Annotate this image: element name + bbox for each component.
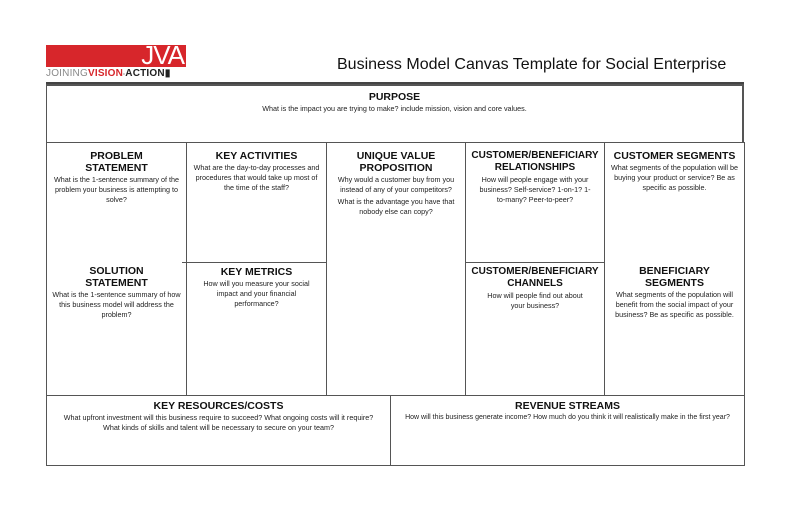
logo-mark: JVA [141, 40, 184, 70]
customer-channels-box[interactable] [465, 262, 605, 396]
key-metrics-box[interactable] [186, 262, 327, 396]
customer-segments-prompt: What segments of the population will be buying your product or service? Be as specific as possible. [610, 163, 739, 192]
key-resources-costs-box[interactable] [46, 395, 391, 466]
key-metrics-heading: KEY METRICS [220, 266, 293, 278]
beneficiary-segments-section [609, 265, 740, 320]
logo-tagline-into: · [123, 72, 126, 78]
key-resources-costs-heading: KEY RESOURCES/COSTS [153, 400, 284, 412]
key-metrics-prompt: How will you measure your social impact and your financial performance? [203, 279, 310, 308]
customer-relationships-box[interactable] [465, 142, 605, 263]
key-activities-box[interactable] [186, 142, 327, 263]
uvp-prompt-2: What is the advantage you have that nobody else can copy? [337, 197, 455, 216]
beneficiary-segments-heading: BENEFICIARY SEGMENTS [639, 265, 710, 289]
revenue-streams-box[interactable] [390, 395, 745, 466]
problem-statement-heading: PROBLEM STATEMENT [85, 150, 148, 174]
customer-relationships-heading: CUSTOMER/BENEFICIARY RELATIONSHIPS [471, 150, 599, 173]
uvp-prompt-1: Why would a customer buy from you instead of any of your competitors? [337, 175, 455, 194]
logo-red-bar [46, 40, 186, 70]
solution-statement-prompt: What is the 1-sentence summary of how this business model will address the problem? [52, 290, 181, 319]
document-title: Business Model Canvas Template for Social Enterprise [337, 56, 727, 73]
logo-tagline-action: ACTION [125, 68, 165, 79]
customer-segments-heading: CUSTOMER SEGMENTS [613, 150, 736, 162]
logo-tagline-joining: JOINING [46, 68, 88, 79]
problem-statement-prompt: What is the 1-sentence summary of the problem your business is attempting to solve? [53, 175, 180, 204]
purpose-prompt: What is the impact you are trying to make? include mission, vision and core values. [262, 104, 527, 113]
customer-relationships-prompt: How will people engage with your business? Self-service? 1-on-1? 1-to-many? Peer-to-peer? [479, 175, 591, 204]
segments-box[interactable] [604, 142, 745, 396]
divider-tick-left [182, 262, 187, 263]
solution-statement-heading: SOLUTION STATEMENT [85, 265, 148, 289]
revenue-streams-prompt: How will this business generate income? How much do you think it will realistically make in the first year? [405, 414, 730, 421]
beneficiary-segments-prompt: What segments of the population will benefit from the social impact of your business? Be as specific as possible. [615, 290, 734, 319]
logo-tagline-mark: ▮ [164, 68, 171, 79]
unique-value-proposition-box[interactable] [326, 142, 466, 396]
uvp-heading: UNIQUE VALUE PROPOSITION [356, 150, 436, 174]
solution-statement-section [51, 265, 182, 320]
jva-logo [46, 40, 186, 81]
revenue-streams-heading: REVENUE STREAMS [514, 400, 620, 412]
key-activities-prompt: What are the day-to-day processes and procedures that would take up most of the time of the staff? [193, 163, 320, 192]
purpose-box[interactable] [46, 84, 744, 143]
logo-tagline-vision: VISION [87, 68, 124, 79]
key-resources-costs-prompt: What upfront investment will this business require to succeed? What ongoing costs will it require? What kinds of skills and talent will be necessary to secure on your team? [63, 413, 374, 432]
purpose-heading: PURPOSE [368, 91, 421, 103]
customer-channels-prompt: How will people find out about your business? [487, 291, 583, 310]
customer-channels-heading: CUSTOMER/BENEFICIARY CHANNELS [471, 266, 599, 289]
problem-solution-box[interactable] [46, 142, 187, 396]
key-activities-heading: KEY ACTIVITIES [215, 150, 298, 162]
logo-tagline [46, 68, 171, 81]
